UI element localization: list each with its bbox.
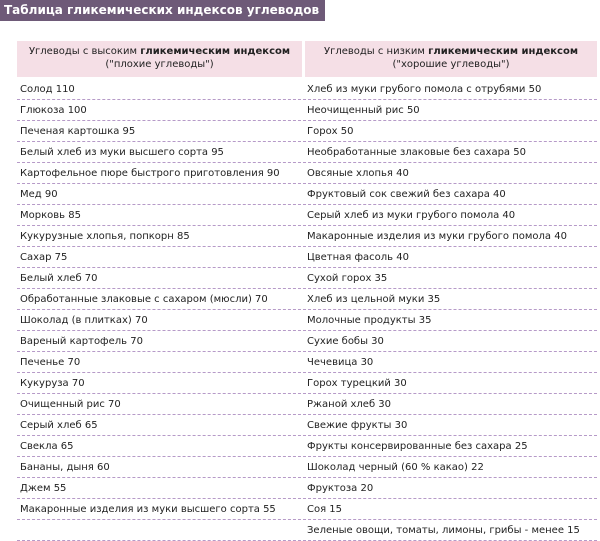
table-row: [17, 121, 597, 142]
table-body: [17, 79, 597, 541]
header-high-gi-prefix: Углеводы с высоким: [28, 46, 141, 57]
low-gi-cell: Чечевица 30: [307, 357, 374, 368]
table-row: [17, 520, 597, 541]
low-gi-cell: Соя 15: [307, 504, 343, 515]
table-row: [17, 415, 597, 436]
table-row: [17, 184, 597, 205]
high-gi-cell: Вареный картофель 70: [20, 336, 143, 347]
low-gi-cell: Горох турецкий 30: [307, 378, 407, 389]
high-gi-cell: Мед 90: [20, 189, 58, 200]
low-gi-cell: Зеленые овощи, томаты, лимоны, грибы - менее 15: [307, 525, 580, 536]
table-row: [17, 226, 597, 247]
high-gi-cell: Бананы, дыня 60: [20, 462, 110, 473]
header-low-gi-bold: гликемическим индексом: [428, 46, 579, 57]
high-gi-cell: Кукуруза 70: [20, 378, 85, 389]
low-gi-cell: Макаронные изделия из муки грубого помола 40: [307, 231, 567, 242]
low-gi-cell: Хлеб из муки грубого помола с отрубями 50: [307, 84, 542, 95]
high-gi-cell: Печеная картошка 95: [20, 126, 136, 137]
low-gi-cell: Овсяные хлопья 40: [307, 168, 409, 179]
table-row: [17, 79, 597, 100]
header-low-gi-subtitle: ("хорошие углеводы"): [392, 59, 510, 70]
header-high-gi: [17, 41, 302, 77]
high-gi-cell: Картофельное пюре быстрого приготовления 90: [20, 168, 280, 179]
header-low-gi-title: [305, 45, 597, 58]
table-row: [17, 457, 597, 478]
header-high-gi-subtitle: ("плохие углеводы"): [105, 59, 214, 70]
table-header: [17, 41, 597, 77]
high-gi-cell: Морковь 85: [20, 210, 81, 221]
table-row: [17, 436, 597, 457]
table-row: [17, 268, 597, 289]
high-gi-cell: Обработанные злаковые с сахаром (мюсли) 70: [20, 294, 268, 305]
low-gi-cell: Фруктоза 20: [307, 483, 374, 494]
table-row: [17, 310, 597, 331]
high-gi-cell: Макаронные изделия из муки высшего сорта 55: [20, 504, 276, 515]
high-gi-cell: Печенье 70: [20, 357, 81, 368]
high-gi-cell: Джем 55: [20, 483, 67, 494]
header-low-gi: [305, 41, 597, 77]
table-row: [17, 289, 597, 310]
low-gi-cell: Фруктовый сок свежий без сахара 40: [307, 189, 506, 200]
high-gi-cell: Кукурузные хлопья, попкорн 85: [20, 231, 190, 242]
page-title: Таблица гликемических индексов углеводов: [0, 0, 325, 21]
high-gi-cell: Шоколад (в плитках) 70: [20, 315, 148, 326]
low-gi-cell: Хлеб из цельной муки 35: [307, 294, 441, 305]
table-row: [17, 352, 597, 373]
high-gi-cell: Очищенный рис 70: [20, 399, 121, 410]
low-gi-cell: Ржаной хлеб 30: [307, 399, 392, 410]
table-row: [17, 394, 597, 415]
high-gi-cell: Сахар 75: [20, 252, 68, 263]
high-gi-cell: Белый хлеб 70: [20, 273, 98, 284]
low-gi-cell: Сухие бобы 30: [307, 336, 384, 347]
table-row: [17, 499, 597, 520]
table-row: [17, 100, 597, 121]
table-row: [17, 331, 597, 352]
table-row: [17, 163, 597, 184]
header-high-gi-bold: гликемическим индексом: [140, 46, 291, 57]
table-row: [17, 142, 597, 163]
table-row: [17, 247, 597, 268]
high-gi-cell: Серый хлеб 65: [20, 420, 98, 431]
low-gi-cell: Сухой горох 35: [307, 273, 388, 284]
low-gi-cell: Неочищенный рис 50: [307, 105, 420, 116]
low-gi-cell: Фрукты консервированные без сахара 25: [307, 441, 528, 452]
header-high-gi-title: [17, 45, 302, 58]
table-row: [17, 205, 597, 226]
low-gi-cell: Цветная фасоль 40: [307, 252, 409, 263]
high-gi-cell: Белый хлеб из муки высшего сорта 95: [20, 147, 224, 158]
low-gi-cell: Серый хлеб из муки грубого помола 40: [307, 210, 516, 221]
header-low-gi-prefix: Углеводы с низким: [323, 46, 429, 57]
high-gi-cell: Свекла 65: [20, 441, 74, 452]
low-gi-cell: Необработанные злаковые без сахара 50: [307, 147, 526, 158]
high-gi-cell: Глюкоза 100: [20, 105, 87, 116]
table-row: [17, 373, 597, 394]
high-gi-cell: Солод 110: [20, 84, 75, 95]
low-gi-cell: Свежие фрукты 30: [307, 420, 408, 431]
glycemic-index-table: [17, 41, 597, 541]
table-row: [17, 478, 597, 499]
low-gi-cell: Горох 50: [307, 126, 354, 137]
low-gi-cell: Молочные продукты 35: [307, 315, 432, 326]
low-gi-cell: Шоколад черный (60 % какао) 22: [307, 462, 484, 473]
